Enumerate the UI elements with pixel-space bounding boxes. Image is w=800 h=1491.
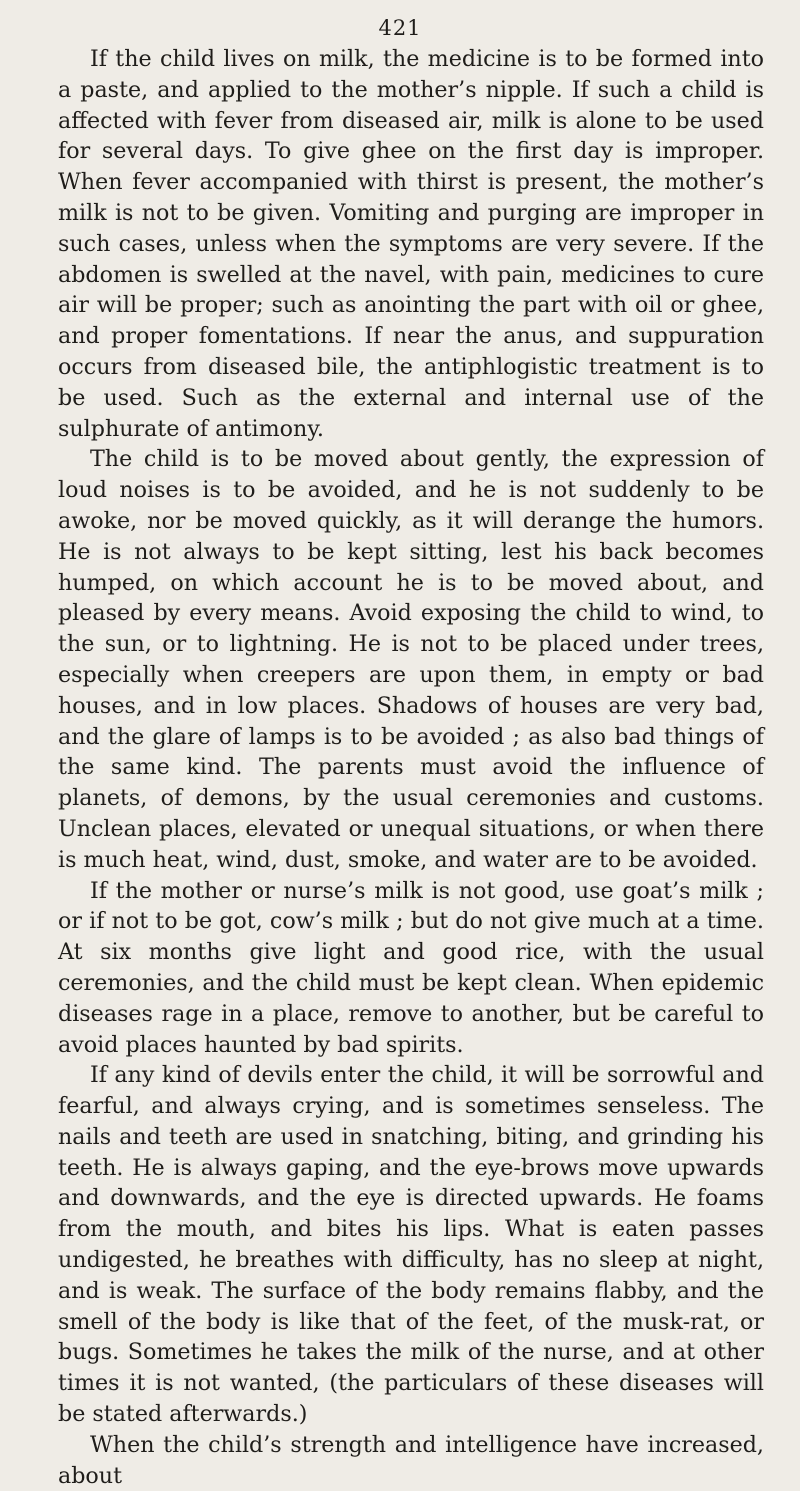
paragraph-4: If any kind of devils enter the child, it will be sorrowful and fearful, and always crying, and is sometimes senseless. The nails and teeth are used in snatching, biting, and grinding his teeth. He is always gaping, and the eye-brows move upwards and downwards, and the eye is directed upwards. He foams from the mouth, and bites his lips. What is eaten passes undigested, he breathes with difficulty, has no sleep at night, and is weak. The surface of the body remains flabby, and the smell of the body is like that of the feet, of the musk-rat, or bugs. Sometimes he takes the milk of the nurse, and at other times it is not wanted, (the particulars of these diseases will be stated afterwards.) bbox=[58, 1062, 764, 1428]
paragraph-1: If the child lives on milk, the medicine is to be formed into a paste, and applied to the mother’s nipple. If such a child is affected with fever from diseased air, milk is alone to be used for several days. To give ghee on the first day is improper. When fever accompanied with thirst is present, the mother’s milk is not to be given. Vomiting and purging are improper in such cases, unless when the symptoms are very severe. If the abdomen is swelled at the navel, with pain, medicines to cure air will be proper; such as anointing the part with oil or ghee, and proper fomentations. If near the anus, and suppuration occurs from diseased bile, the antiphlogistic treatment is to be used. Such as the external and internal use of the sulphurate of antimony. bbox=[58, 46, 764, 442]
paragraph-5: When the child’s strength and intelligence have increased, about bbox=[58, 1431, 764, 1489]
paragraph-2: The child is to be moved about gently, the expression of loud noises is to be avoided, and he is not suddenly to be awoke, nor be moved quickly, as it will derange the humors. He is not always to be kept sitting, lest his back becomes humped, on which account he is to be moved about, and pleased by every means. Avoid exposing the child to wind, to the sun, or to lightning. He is not to be placed under trees, especially when creepers are upon them, in empty or bad houses, and in low places. Shadows of houses are very bad, and the glare of lamps is to be avoided ; as also bad things of the same kind. The parents must avoid the influence of planets, of demons, by the usual ceremonies and customs. Unclean places, elevated or unequal situations, or when there is much heat, wind, dust, smoke, and water are to be avoided. bbox=[58, 446, 764, 873]
page-number: 421 bbox=[378, 16, 422, 40]
paragraph-3: If the mother or nurse’s milk is not good, use goat’s milk ; or if not to be got, cow’s milk ; but do not give much at a time. At six months give light and good rice, with the usual ceremonies, and the child must be kept clean. When epidemic diseases rage in a place, remove to another, but be careful to avoid places haunted by bad spirits. bbox=[58, 877, 764, 1058]
